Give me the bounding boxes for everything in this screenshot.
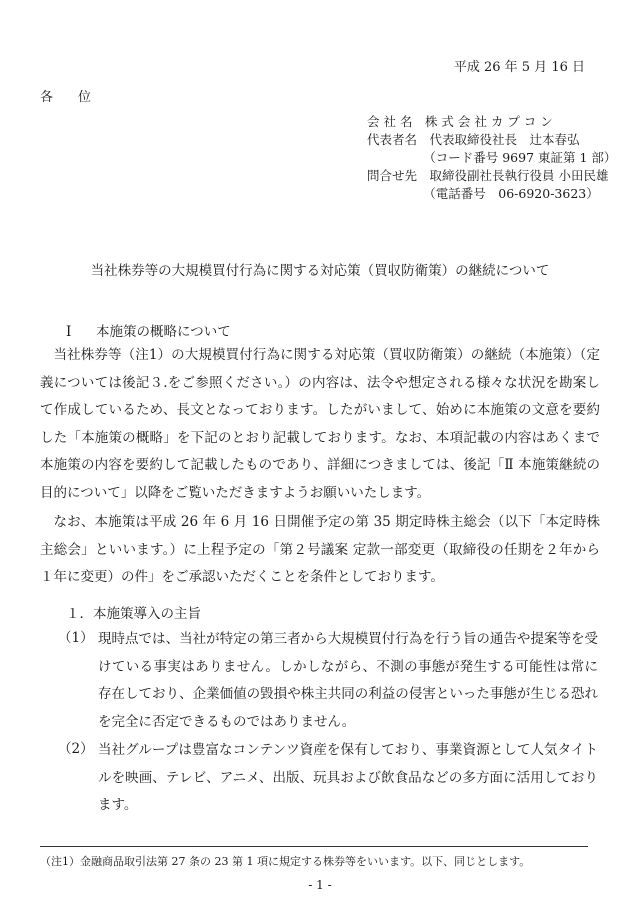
phone-row: （電話番号 06-6920-3623） <box>367 186 599 201</box>
summary-paragraph: 当社株券等（注1）の大規模買付行為に関する対応策（買収防衛策）の継続（本施策）（定義については後記３.をご参照ください。）の内容は、法令や想定される様々な状況を勘案して作成しているため、長文となっております。したがいまして、始めに本施策の文意を要約した「本施策の概略」を下記のとおり記載しております。なお、本項記載の内容はあくまで本施策の内容を要約して記載したものであり、詳細につきましては、後記「Ⅱ 本施策継続の目的について」以降をご覧いただきますようお願いいたします。 <box>40 347 600 501</box>
footnote: （注1）金融商品取引法第 27 条の 23 第 1 項に規定する株券等をいいます。以下、同じとします。 <box>40 855 531 868</box>
section-heading <box>66 320 231 340</box>
addressee: 各 位 <box>40 90 98 105</box>
contact-row: 問合せ先 取締役副社長執行役員 小田民雄 <box>367 168 609 183</box>
footnote-divider <box>40 846 588 847</box>
subsection-heading: １．本施策導入の主旨 <box>66 606 201 622</box>
condition-paragraph: なお、本施策は平成 26 年 6 月 16 日開催予定の第 35 期定時株主総会（以下「本定時株主総会」といいます。）に上程予定の「第２号議案 定款一部変更（取締役の任期を２年から１年に変更）の件」をご承認いただくことを条件としております。 <box>40 514 600 585</box>
company-info-block <box>367 113 616 203</box>
page-number: - 1 - <box>308 878 332 892</box>
list-item-number: （2） <box>58 741 94 757</box>
list-item-number: （1） <box>58 630 94 646</box>
document-title: 当社株券等の大規模買付行為に関する対応策（買収防衛策）の継続について <box>90 263 550 279</box>
list-item-text: 当社グループは豊富なコンテンツ資産を保有しており、事業資源として人気タイトルを映画、テレビ、アニメ、出版、玩具および飲食品などの多方面に活用しております。 <box>98 742 598 813</box>
section-number: Ⅰ <box>66 324 72 340</box>
company-name-row: 会 社 名 株 式 会 社 カ プ コ ン <box>367 114 553 129</box>
section-heading-text: 本施策の概略について <box>96 324 231 340</box>
list-item-text: 現時点では、当社が特定の第三者から大規模買付行為を行う旨の通告や提案等を受けている事実はありません。しかしながら、不測の事態が発生する可能性は常に存在しており、企業価値の毀損や株主共同の利益の侵害といった事態が生じる恐れを完全に否定できるものではありません。 <box>98 631 598 730</box>
code-number-row: （コード番号 9697 東証第 1 部） <box>367 150 617 165</box>
representative-row: 代表者名 代表取締役社長 辻本春弘 <box>367 132 580 147</box>
document-date: 平成 26 年 5 月 16 日 <box>453 60 585 75</box>
